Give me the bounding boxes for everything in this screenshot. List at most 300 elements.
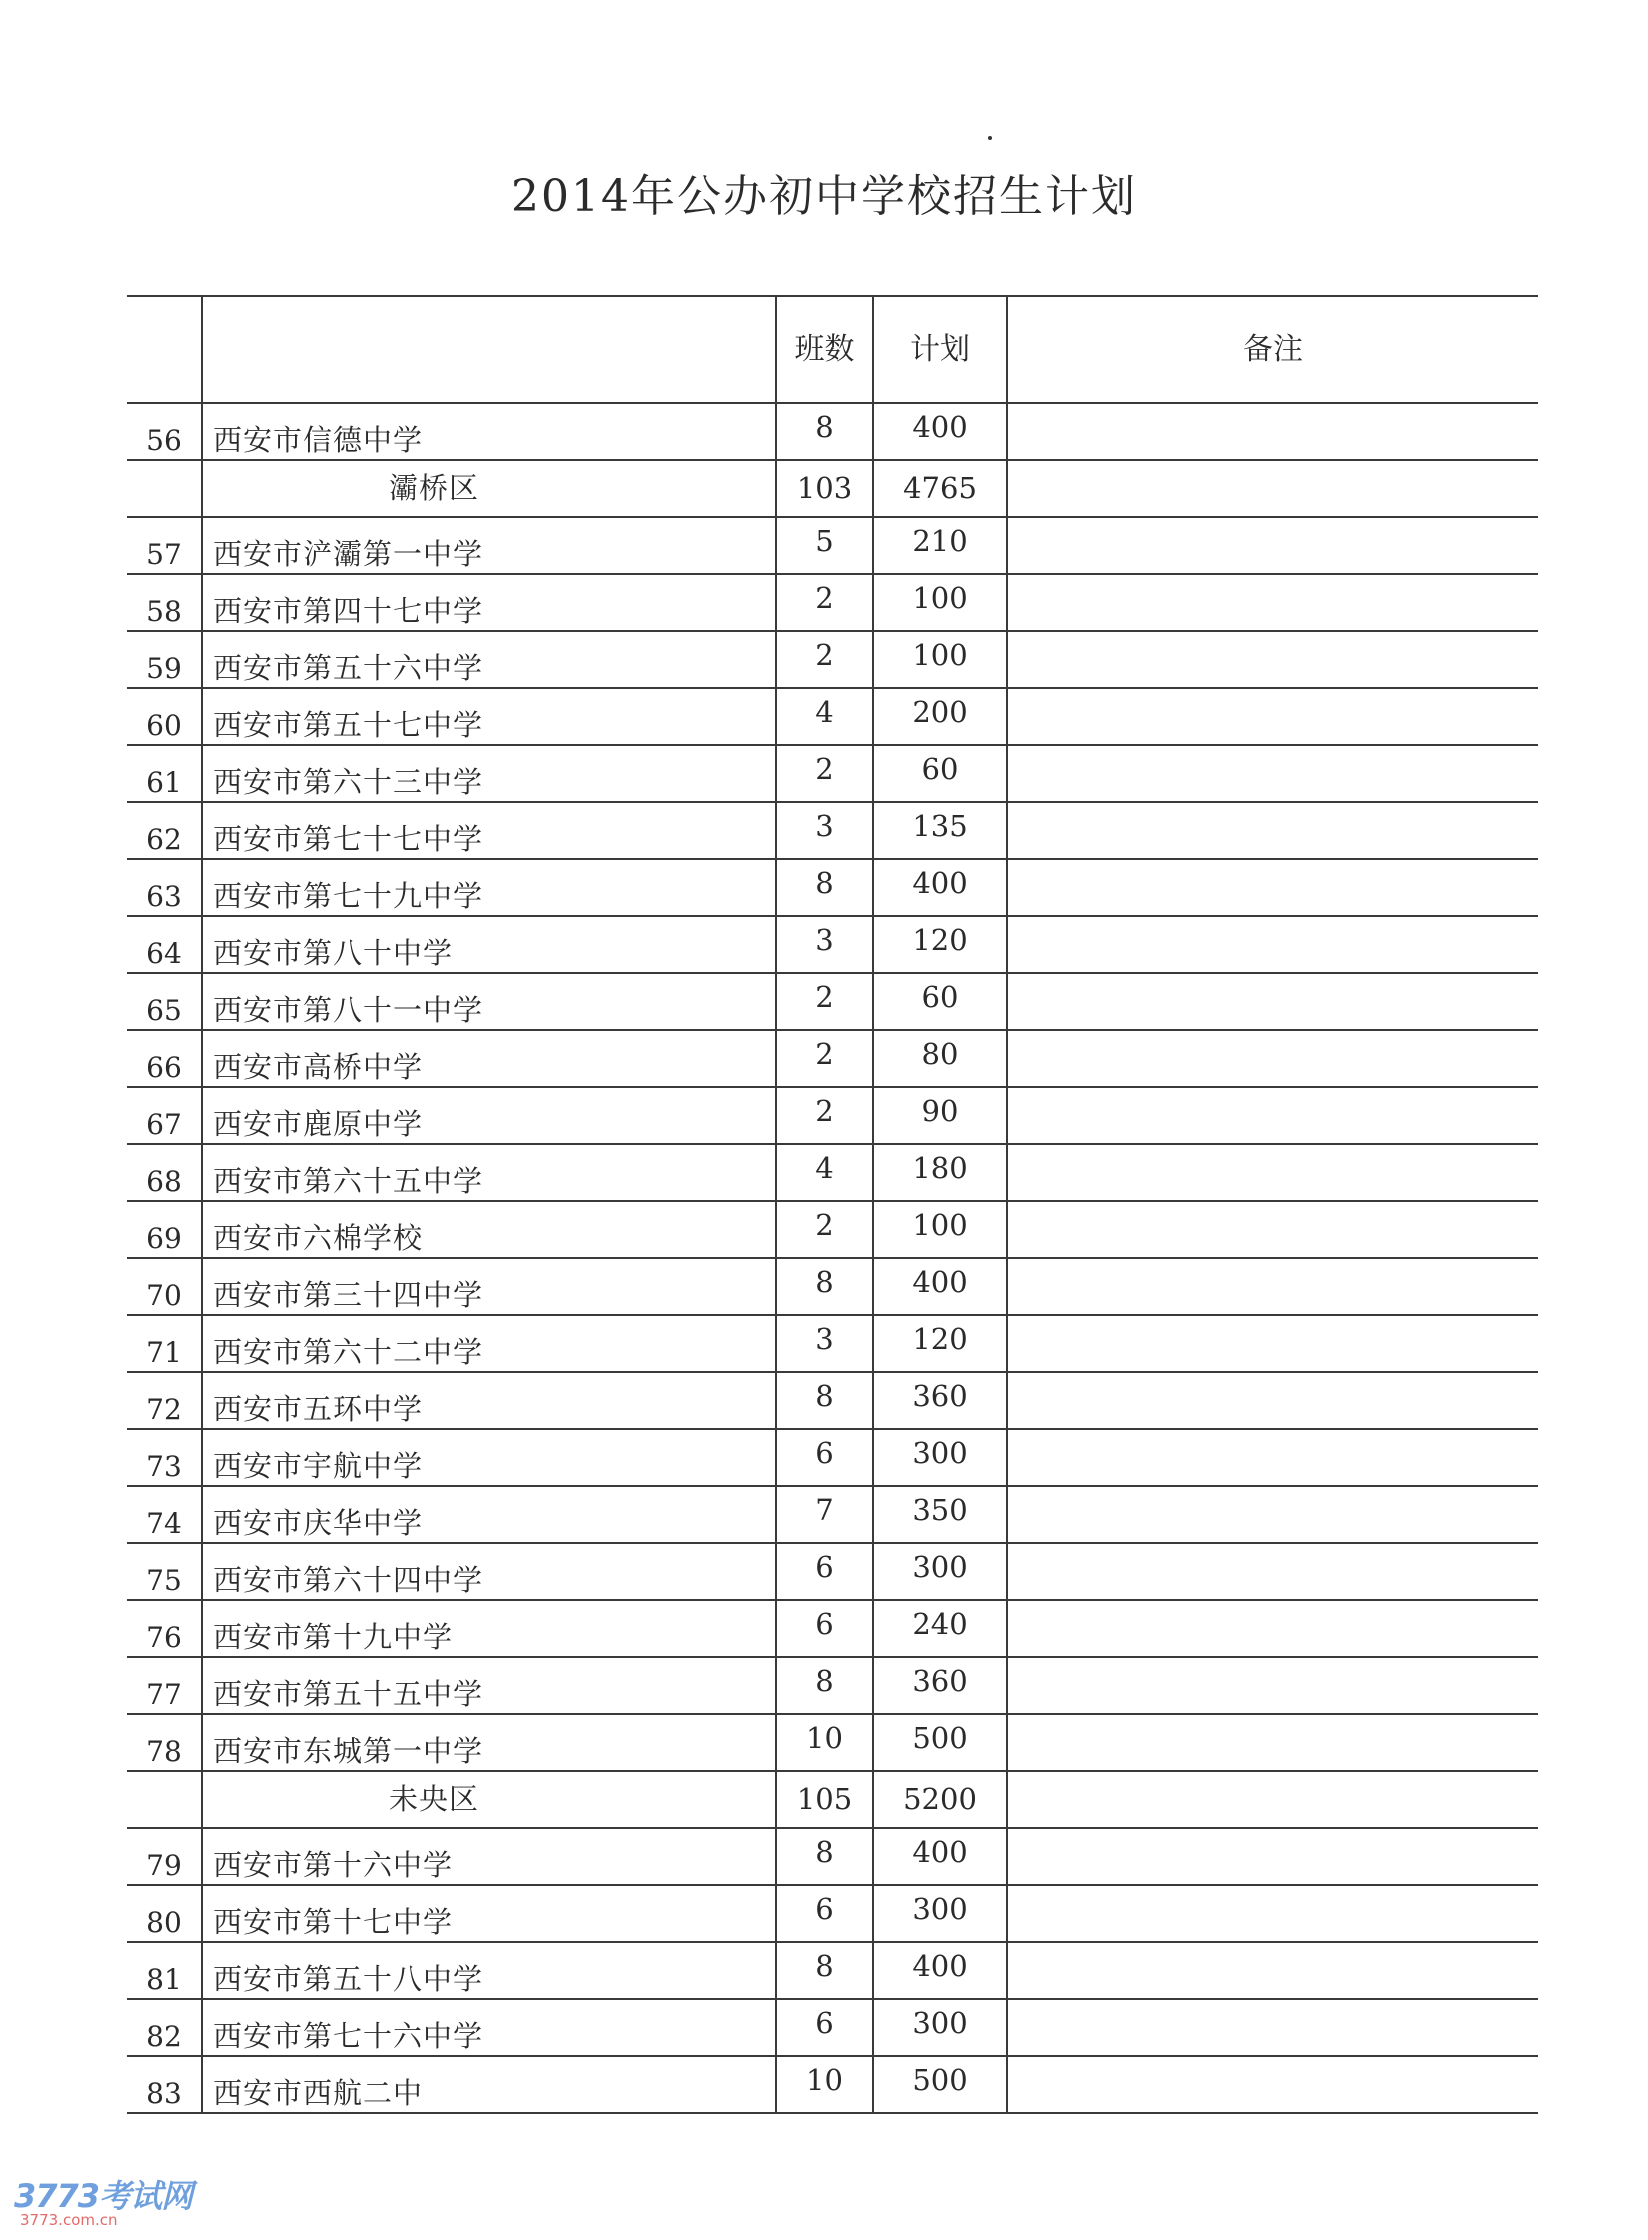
school-name-cell <box>202 1486 776 1543</box>
row-number: 77 <box>146 1677 182 1711</box>
note-cell <box>1007 1657 1538 1714</box>
school-name-cell <box>202 631 776 688</box>
watermark-brand: 3773考试网 <box>14 2177 193 2215</box>
class-count: 8 <box>815 866 834 900</box>
row-number: 64 <box>146 936 182 970</box>
class-count: 4 <box>815 695 834 729</box>
plan-count: 360 <box>912 1664 968 1698</box>
school-name: 西安市宇航中学 <box>213 1449 424 1483</box>
header-name <box>202 296 776 403</box>
table-row <box>127 1372 1538 1429</box>
class-count: 8 <box>815 1949 834 1983</box>
table-row <box>127 1201 1538 1258</box>
table-row <box>127 517 1538 574</box>
plan-count: 350 <box>912 1493 968 1527</box>
row-number: 70 <box>146 1278 182 1312</box>
class-count-cell <box>776 1144 873 1201</box>
row-number-cell <box>127 1942 202 1999</box>
plan-count: 400 <box>912 1265 968 1299</box>
school-name: 西安市第六十五中学 <box>213 1164 484 1198</box>
plan-count: 500 <box>912 2063 968 2097</box>
school-name-cell <box>202 1144 776 1201</box>
note-cell <box>1007 403 1538 460</box>
class-count: 7 <box>815 1493 834 1527</box>
row-number-cell <box>127 688 202 745</box>
school-name-cell <box>202 688 776 745</box>
plan-count-cell <box>873 802 1007 859</box>
plan-count-cell <box>873 1942 1007 1999</box>
plan-count: 400 <box>912 1949 968 1983</box>
row-number-cell <box>127 1600 202 1657</box>
row-number: 59 <box>146 651 182 685</box>
site-watermark <box>14 2177 214 2229</box>
row-number-cell <box>127 1828 202 1885</box>
plan-count-cell <box>873 1486 1007 1543</box>
note-cell <box>1007 1087 1538 1144</box>
plan-count: 300 <box>912 1436 968 1470</box>
plan-count: 400 <box>912 1835 968 1869</box>
note-cell <box>1007 1372 1538 1429</box>
note-cell <box>1007 631 1538 688</box>
class-count-cell <box>776 688 873 745</box>
school-name-cell <box>202 745 776 802</box>
table-row <box>127 1600 1538 1657</box>
plan-count: 120 <box>912 923 968 957</box>
district-plan-total: 5200 <box>873 1771 1007 1828</box>
school-name-cell <box>202 1657 776 1714</box>
school-name-cell <box>202 1999 776 2056</box>
plan-count-cell <box>873 745 1007 802</box>
class-count-cell <box>776 1942 873 1999</box>
row-number-cell <box>127 1657 202 1714</box>
row-number-cell <box>127 1714 202 1771</box>
table-row <box>127 1999 1538 2056</box>
plan-count-cell <box>873 574 1007 631</box>
class-count-cell <box>776 517 873 574</box>
district-no-cell <box>127 460 202 517</box>
school-name-cell <box>202 802 776 859</box>
row-number: 57 <box>146 537 182 571</box>
row-number-cell <box>127 1372 202 1429</box>
plan-count-cell <box>873 1030 1007 1087</box>
row-number: 80 <box>146 1905 182 1939</box>
class-count-cell <box>776 1657 873 1714</box>
plan-count: 300 <box>912 1550 968 1584</box>
plan-count: 60 <box>921 980 959 1014</box>
row-number-cell <box>127 1315 202 1372</box>
plan-count-cell <box>873 403 1007 460</box>
table-row <box>127 574 1538 631</box>
watermark-site: 3773.com.cn <box>20 2211 118 2229</box>
class-count: 6 <box>815 1892 834 1926</box>
plan-count: 500 <box>912 1721 968 1755</box>
school-name-cell <box>202 859 776 916</box>
note-cell <box>1007 1315 1538 1372</box>
note-cell <box>1007 802 1538 859</box>
note-cell <box>1007 859 1538 916</box>
table-row <box>127 2056 1538 2113</box>
note-cell <box>1007 2056 1538 2113</box>
plan-count-cell <box>873 2056 1007 2113</box>
school-name: 西安市第五十五中学 <box>213 1677 484 1711</box>
plan-count-cell <box>873 1543 1007 1600</box>
table-row <box>127 1657 1538 1714</box>
row-number: 63 <box>146 879 182 913</box>
plan-count-cell <box>873 1258 1007 1315</box>
class-count: 2 <box>815 1037 834 1071</box>
plan-count: 180 <box>912 1151 968 1185</box>
table-row <box>127 1258 1538 1315</box>
row-number-cell <box>127 802 202 859</box>
note-cell <box>1007 1942 1538 1999</box>
table-header-row <box>127 296 1538 403</box>
school-name: 西安市第六十四中学 <box>213 1563 484 1597</box>
district-classes-total: 103 <box>776 460 873 517</box>
plan-count-cell <box>873 1315 1007 1372</box>
plan-count-cell <box>873 1429 1007 1486</box>
class-count: 4 <box>815 1151 834 1185</box>
school-name-cell <box>202 1201 776 1258</box>
school-name-cell <box>202 2056 776 2113</box>
plan-count: 400 <box>912 410 968 444</box>
row-number: 69 <box>146 1221 182 1255</box>
class-count: 2 <box>815 1208 834 1242</box>
table-row <box>127 1942 1538 1999</box>
class-count: 8 <box>815 1835 834 1869</box>
row-number-cell <box>127 517 202 574</box>
school-name-cell <box>202 1429 776 1486</box>
table-row <box>127 916 1538 973</box>
school-name: 西安市第三十四中学 <box>213 1278 484 1312</box>
school-name-cell <box>202 1942 776 1999</box>
class-count: 8 <box>815 1265 834 1299</box>
row-number-cell <box>127 1030 202 1087</box>
school-name: 西安市第十九中学 <box>213 1620 454 1654</box>
school-name: 西安市信德中学 <box>213 423 424 457</box>
note-cell <box>1007 1201 1538 1258</box>
class-count: 6 <box>815 1436 834 1470</box>
school-name-cell <box>202 1087 776 1144</box>
school-name: 西安市第四十七中学 <box>213 594 484 628</box>
table-row <box>127 1429 1538 1486</box>
row-number: 56 <box>146 423 182 457</box>
class-count-cell <box>776 403 873 460</box>
school-name-cell <box>202 1258 776 1315</box>
table-row <box>127 859 1538 916</box>
school-name-cell <box>202 403 776 460</box>
row-number-cell <box>127 574 202 631</box>
class-count: 2 <box>815 1094 834 1128</box>
plan-count-cell <box>873 1201 1007 1258</box>
class-count: 6 <box>815 1607 834 1641</box>
class-count: 8 <box>815 410 834 444</box>
school-name: 西安市第七十六中学 <box>213 2019 484 2053</box>
row-number-cell <box>127 1999 202 2056</box>
plan-count: 135 <box>912 809 968 843</box>
school-name: 西安市第八十一中学 <box>213 993 484 1027</box>
note-cell <box>1007 1885 1538 1942</box>
row-number-cell <box>127 973 202 1030</box>
school-name: 西安市第五十六中学 <box>213 651 484 685</box>
school-name-cell <box>202 1714 776 1771</box>
school-name: 西安市东城第一中学 <box>213 1734 484 1768</box>
table-row <box>127 973 1538 1030</box>
school-name-cell <box>202 1315 776 1372</box>
table-row <box>127 688 1538 745</box>
plan-count: 300 <box>912 2006 968 2040</box>
note-cell <box>1007 745 1538 802</box>
note-cell <box>1007 1999 1538 2056</box>
note-cell <box>1007 1543 1538 1600</box>
plan-count-cell <box>873 631 1007 688</box>
table-row <box>127 802 1538 859</box>
row-number-cell <box>127 1429 202 1486</box>
plan-count-cell <box>873 916 1007 973</box>
plan-count: 100 <box>912 638 968 672</box>
class-count: 8 <box>815 1664 834 1698</box>
row-number: 66 <box>146 1050 182 1084</box>
plan-count: 90 <box>921 1094 959 1128</box>
class-count-cell <box>776 745 873 802</box>
note-cell <box>1007 517 1538 574</box>
class-count: 10 <box>806 1721 843 1755</box>
plan-count-cell <box>873 1999 1007 2056</box>
school-name: 西安市西航二中 <box>213 2076 424 2110</box>
row-number: 67 <box>146 1107 182 1141</box>
row-number: 68 <box>146 1164 182 1198</box>
header-plan: 计划 <box>873 296 1007 403</box>
school-name: 西安市第六十二中学 <box>213 1335 484 1369</box>
row-number-cell <box>127 2056 202 2113</box>
table-row <box>127 1543 1538 1600</box>
class-count: 2 <box>815 752 834 786</box>
row-number: 71 <box>146 1335 182 1369</box>
school-name-cell <box>202 1885 776 1942</box>
school-name: 西安市鹿原中学 <box>213 1107 424 1141</box>
class-count-cell <box>776 1543 873 1600</box>
scan-speck <box>988 136 992 140</box>
plan-count: 300 <box>912 1892 968 1926</box>
class-count-cell <box>776 973 873 1030</box>
note-cell <box>1007 1144 1538 1201</box>
table-body <box>127 403 1538 2113</box>
plan-count: 100 <box>912 1208 968 1242</box>
school-name: 西安市第五十七中学 <box>213 708 484 742</box>
plan-count-cell <box>873 1657 1007 1714</box>
school-name-cell <box>202 1828 776 1885</box>
class-count: 2 <box>815 980 834 1014</box>
school-name-cell <box>202 517 776 574</box>
school-name: 西安市五环中学 <box>213 1392 424 1426</box>
plan-count-cell <box>873 1087 1007 1144</box>
note-cell <box>1007 574 1538 631</box>
class-count-cell <box>776 916 873 973</box>
row-number-cell <box>127 745 202 802</box>
district-subtotal-row <box>127 1771 1538 1828</box>
row-number: 82 <box>146 2019 182 2053</box>
class-count-cell <box>776 1714 873 1771</box>
school-name: 西安市第十六中学 <box>213 1848 454 1882</box>
header-classes: 班数 <box>776 296 873 403</box>
class-count-cell <box>776 1600 873 1657</box>
school-name-cell <box>202 973 776 1030</box>
class-count: 10 <box>806 2063 843 2097</box>
plan-count: 240 <box>912 1607 968 1641</box>
row-number: 58 <box>146 594 182 628</box>
plan-count-cell <box>873 1600 1007 1657</box>
class-count: 6 <box>815 1550 834 1584</box>
school-name-cell <box>202 1543 776 1600</box>
plan-count: 100 <box>912 581 968 615</box>
school-name: 西安市第六十三中学 <box>213 765 484 799</box>
note-cell <box>1007 1429 1538 1486</box>
class-count-cell <box>776 1429 873 1486</box>
class-count: 6 <box>815 2006 834 2040</box>
plan-count-cell <box>873 1885 1007 1942</box>
row-number-cell <box>127 403 202 460</box>
district-subtotal-row <box>127 460 1538 517</box>
school-name: 西安市高桥中学 <box>213 1050 424 1084</box>
district-classes-total: 105 <box>776 1771 873 1828</box>
class-count-cell <box>776 1999 873 2056</box>
row-number-cell <box>127 1885 202 1942</box>
plan-count: 200 <box>912 695 968 729</box>
class-count: 3 <box>815 809 834 843</box>
table-row <box>127 1030 1538 1087</box>
document-title: 2014年公办初中学校招生计划 <box>511 171 1137 222</box>
class-count: 2 <box>815 638 834 672</box>
note-cell <box>1007 916 1538 973</box>
row-number-cell <box>127 1144 202 1201</box>
note-cell <box>1007 1828 1538 1885</box>
class-count-cell <box>776 1087 873 1144</box>
class-count-cell <box>776 2056 873 2113</box>
district-name: 未央区 <box>202 1771 776 1828</box>
table-row <box>127 1885 1538 1942</box>
district-note-cell <box>1007 1771 1538 1828</box>
school-name-cell <box>202 1030 776 1087</box>
row-number-cell <box>127 1486 202 1543</box>
school-name: 西安市第七十七中学 <box>213 822 484 856</box>
plan-count: 400 <box>912 866 968 900</box>
note-cell <box>1007 973 1538 1030</box>
class-count-cell <box>776 1828 873 1885</box>
school-name: 西安市六棉学校 <box>213 1221 424 1255</box>
class-count: 3 <box>815 1322 834 1356</box>
enrollment-table <box>127 295 1538 2114</box>
plan-count: 360 <box>912 1379 968 1413</box>
class-count-cell <box>776 1030 873 1087</box>
plan-count-cell <box>873 688 1007 745</box>
class-count: 5 <box>815 524 834 558</box>
row-number: 60 <box>146 708 182 742</box>
class-count-cell <box>776 631 873 688</box>
enrollment-table-container <box>127 295 1538 2114</box>
plan-count: 210 <box>912 524 968 558</box>
school-name-cell <box>202 916 776 973</box>
plan-count: 80 <box>921 1037 959 1071</box>
class-count: 2 <box>815 581 834 615</box>
table-row <box>127 1714 1538 1771</box>
school-name-cell <box>202 1600 776 1657</box>
table-row <box>127 1315 1538 1372</box>
row-number: 79 <box>146 1848 182 1882</box>
row-number: 74 <box>146 1506 182 1540</box>
class-count-cell <box>776 1372 873 1429</box>
row-number: 76 <box>146 1620 182 1654</box>
school-name-cell <box>202 574 776 631</box>
class-count-cell <box>776 1201 873 1258</box>
district-no-cell <box>127 1771 202 1828</box>
note-cell <box>1007 1600 1538 1657</box>
table-row <box>127 745 1538 802</box>
note-cell <box>1007 1486 1538 1543</box>
row-number: 65 <box>146 993 182 1027</box>
plan-count-cell <box>873 1144 1007 1201</box>
row-number: 73 <box>146 1449 182 1483</box>
table-row <box>127 403 1538 460</box>
row-number: 81 <box>146 1962 182 1996</box>
row-number: 75 <box>146 1563 182 1597</box>
plan-count-cell <box>873 973 1007 1030</box>
class-count-cell <box>776 1486 873 1543</box>
header-no <box>127 296 202 403</box>
class-count: 3 <box>815 923 834 957</box>
row-number: 62 <box>146 822 182 856</box>
school-name: 西安市第八十中学 <box>213 936 454 970</box>
plan-count-cell <box>873 1372 1007 1429</box>
row-number: 83 <box>146 2076 182 2110</box>
row-number-cell <box>127 1543 202 1600</box>
row-number-cell <box>127 1201 202 1258</box>
school-name: 西安市第十七中学 <box>213 1905 454 1939</box>
school-name: 西安市第五十八中学 <box>213 1962 484 1996</box>
district-plan-total: 4765 <box>873 460 1007 517</box>
row-number-cell <box>127 1258 202 1315</box>
plan-count-cell <box>873 859 1007 916</box>
plan-count-cell <box>873 517 1007 574</box>
table-row <box>127 631 1538 688</box>
note-cell <box>1007 688 1538 745</box>
school-name: 西安市庆华中学 <box>213 1506 424 1540</box>
row-number-cell <box>127 916 202 973</box>
table-row <box>127 1087 1538 1144</box>
header-note: 备注 <box>1007 296 1538 403</box>
school-name: 西安市浐灞第一中学 <box>213 537 484 571</box>
table-row <box>127 1828 1538 1885</box>
row-number-cell <box>127 1087 202 1144</box>
class-count-cell <box>776 859 873 916</box>
note-cell <box>1007 1714 1538 1771</box>
school-name: 西安市第七十九中学 <box>213 879 484 913</box>
table-row <box>127 1486 1538 1543</box>
class-count-cell <box>776 574 873 631</box>
row-number: 72 <box>146 1392 182 1426</box>
plan-count: 60 <box>921 752 959 786</box>
class-count-cell <box>776 1258 873 1315</box>
note-cell <box>1007 1030 1538 1087</box>
row-number-cell <box>127 859 202 916</box>
class-count-cell <box>776 1885 873 1942</box>
class-count-cell <box>776 1315 873 1372</box>
plan-count-cell <box>873 1828 1007 1885</box>
note-cell <box>1007 1258 1538 1315</box>
district-name: 灞桥区 <box>202 460 776 517</box>
class-count: 8 <box>815 1379 834 1413</box>
table-row <box>127 1144 1538 1201</box>
row-number: 78 <box>146 1734 182 1768</box>
district-note-cell <box>1007 460 1538 517</box>
